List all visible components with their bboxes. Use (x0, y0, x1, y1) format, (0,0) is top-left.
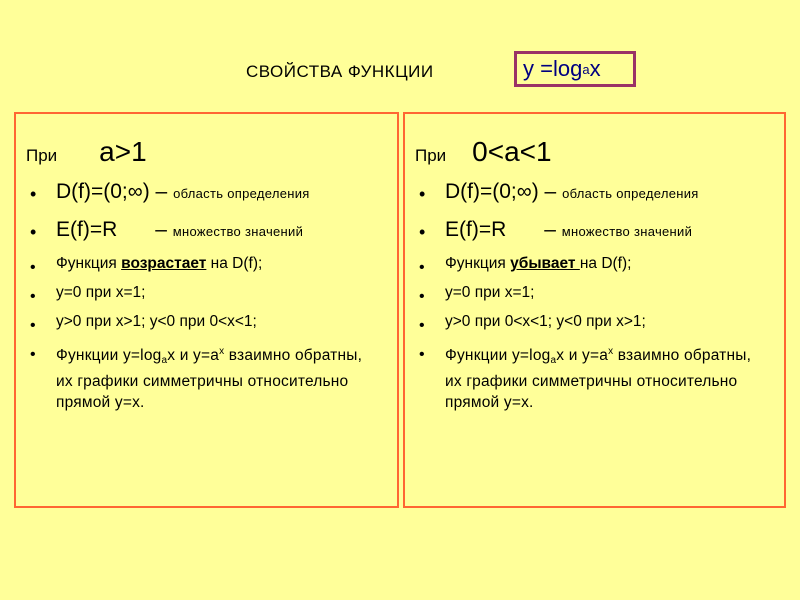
list-item-monotonic (405, 254, 784, 283)
list-item-inverse (405, 341, 784, 413)
heading-condition: a>1 (99, 136, 147, 167)
inverse-sup: x (608, 346, 614, 357)
formula-lhs: y =log (523, 56, 583, 81)
range-dash: – (155, 218, 173, 241)
inverse-p2: x и y=a (556, 347, 609, 364)
list-item-zero (16, 283, 397, 312)
panel-heading (415, 136, 552, 168)
bullet-icon: • (419, 259, 425, 276)
domain-text: D(f)=(0;∞) – (445, 180, 563, 203)
inverse-p2: x и y=a (167, 347, 220, 364)
list-item-domain (16, 178, 397, 216)
zero-text: y=0 при x=1; (56, 284, 146, 301)
panel-a-greater-1 (14, 112, 399, 508)
domain-note: область определения (562, 186, 699, 201)
formula-box (514, 51, 636, 87)
list-item-monotonic (16, 254, 397, 283)
sign-text: y>0 при x>1; y<0 при 0<x<1; (56, 313, 257, 330)
monotonic-pre: Функция (445, 255, 511, 272)
heading-pri: При (26, 146, 58, 165)
inverse-p1: Функции y=log (445, 347, 551, 364)
property-list (405, 178, 784, 413)
bullet-icon: • (30, 346, 36, 363)
bullet-icon: • (419, 222, 426, 242)
list-item-inverse (16, 341, 397, 413)
domain-text: D(f)=(0;∞) – (56, 180, 174, 203)
bullet-icon: • (30, 184, 37, 204)
range-note: множество значений (172, 224, 304, 239)
formula-base: a (582, 61, 590, 77)
bullet-icon: • (419, 184, 426, 204)
panel-heading (26, 136, 147, 168)
bullet-icon: • (419, 288, 425, 305)
list-item-range (16, 216, 397, 254)
heading-condition: 0<a<1 (472, 136, 552, 167)
monotonic-post: на D(f); (206, 255, 263, 272)
inverse-sub: a (161, 355, 168, 366)
bullet-icon: • (30, 222, 37, 242)
list-item-sign (16, 312, 397, 341)
formula-arg: x (589, 56, 601, 81)
range-dash: – (544, 218, 562, 241)
inverse-p3: взаимно обратны, их графики симметричны относительно прямой y=x. (56, 347, 363, 411)
monotonic-word: убывает (510, 255, 580, 272)
heading-pri: При (415, 146, 447, 165)
list-item-sign (405, 312, 784, 341)
list-item-range (405, 216, 784, 254)
monotonic-post: на D(f); (579, 255, 632, 272)
domain-note: область определения (173, 186, 310, 201)
slide-title: СВОЙСТВА ФУНКЦИИ (246, 62, 434, 81)
inverse-p1: Функции y=log (56, 347, 162, 364)
inverse-sup: x (219, 346, 225, 357)
bullet-icon: • (30, 259, 36, 276)
monotonic-word: возрастает (121, 255, 207, 272)
bullet-icon: • (30, 317, 36, 334)
inverse-p3: взаимно обратны, их графики симметричны относительно прямой y=x. (445, 347, 752, 411)
monotonic-pre: Функция (56, 255, 122, 272)
bullet-icon: • (419, 317, 425, 334)
inverse-sub: a (550, 355, 557, 366)
bullet-icon: • (419, 346, 425, 363)
list-item-domain (405, 178, 784, 216)
range-note: множество значений (561, 224, 693, 239)
range-text: E(f)=R (445, 218, 507, 241)
sign-text: y>0 при 0<x<1; y<0 при x>1; (445, 313, 646, 330)
panel-a-between-0-1 (403, 112, 786, 508)
list-item-zero (405, 283, 784, 312)
range-text: E(f)=R (56, 218, 118, 241)
property-list (16, 178, 397, 413)
zero-text: y=0 при x=1; (445, 284, 535, 301)
bullet-icon: • (30, 288, 36, 305)
